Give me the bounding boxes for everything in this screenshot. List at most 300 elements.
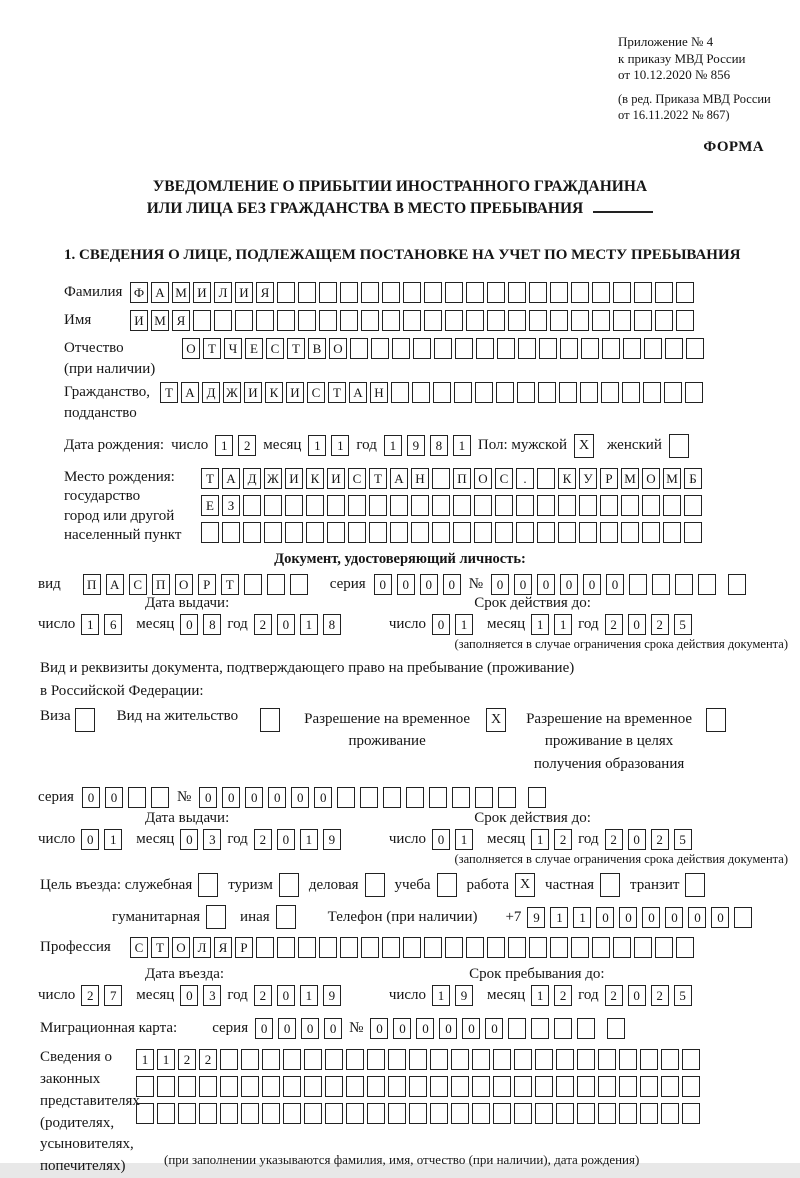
char-cell[interactable] [640, 1103, 658, 1124]
char-cell[interactable]: 1 [300, 985, 318, 1006]
char-cell[interactable]: Т [369, 468, 387, 489]
char-cell[interactable] [529, 282, 547, 303]
char-cell[interactable]: 0 [324, 1018, 342, 1039]
char-cell[interactable]: Е [201, 495, 219, 516]
char-cell[interactable]: 0 [560, 574, 578, 595]
char-cell[interactable] [445, 282, 463, 303]
char-cell[interactable] [472, 1076, 490, 1097]
char-cell[interactable]: Р [600, 468, 618, 489]
char-cell[interactable] [367, 1103, 385, 1124]
char-cell[interactable]: 8 [203, 614, 221, 635]
char-cell[interactable]: 0 [314, 787, 332, 808]
char-cell[interactable]: К [558, 468, 576, 489]
char-cell[interactable]: И [285, 468, 303, 489]
char-cell[interactable]: 9 [527, 907, 545, 928]
edu-permit-checkbox[interactable] [706, 708, 726, 732]
char-cell[interactable] [383, 787, 401, 808]
char-cell[interactable] [529, 310, 547, 331]
char-cell[interactable]: 1 [300, 829, 318, 850]
char-cell[interactable] [277, 282, 295, 303]
char-cell[interactable] [369, 522, 387, 543]
char-cell[interactable]: П [453, 468, 471, 489]
char-cell[interactable]: 2 [178, 1049, 196, 1070]
char-cell[interactable] [598, 1076, 616, 1097]
char-cell[interactable] [644, 338, 662, 359]
char-cell[interactable]: П [152, 574, 170, 595]
char-cell[interactable] [306, 495, 324, 516]
char-cell[interactable]: 0 [432, 614, 450, 635]
purpose-study-checkbox[interactable] [437, 873, 457, 897]
char-cell[interactable] [514, 1103, 532, 1124]
char-cell[interactable]: Б [684, 468, 702, 489]
char-cell[interactable]: 0 [688, 907, 706, 928]
char-cell[interactable]: 2 [238, 435, 256, 456]
char-cell[interactable]: С [348, 468, 366, 489]
char-cell[interactable] [537, 522, 555, 543]
char-cell[interactable]: К [306, 468, 324, 489]
char-cell[interactable] [661, 1049, 679, 1070]
residence-issue-year-boxes[interactable] [254, 829, 341, 850]
char-cell[interactable] [493, 1076, 511, 1097]
char-cell[interactable] [728, 574, 746, 595]
char-cell[interactable]: 2 [651, 614, 669, 635]
temp-permit-checkbox[interactable]: X [486, 708, 506, 732]
char-cell[interactable]: 0 [439, 1018, 457, 1039]
char-cell[interactable] [382, 937, 400, 958]
char-cell[interactable] [262, 1049, 280, 1070]
char-cell[interactable] [264, 495, 282, 516]
char-cell[interactable]: 1 [455, 829, 473, 850]
char-cell[interactable]: 0 [180, 829, 198, 850]
char-cell[interactable] [622, 382, 640, 403]
doc-valid-day-boxes[interactable] [432, 614, 473, 635]
char-cell[interactable] [264, 522, 282, 543]
char-cell[interactable]: 1 [531, 985, 549, 1006]
char-cell[interactable] [157, 1103, 175, 1124]
char-cell[interactable]: 2 [254, 614, 272, 635]
char-cell[interactable] [493, 1103, 511, 1124]
char-cell[interactable]: Д [243, 468, 261, 489]
char-cell[interactable] [220, 1049, 238, 1070]
char-cell[interactable]: 2 [605, 829, 623, 850]
char-cell[interactable] [514, 1049, 532, 1070]
representatives-boxes-row2[interactable] [136, 1076, 700, 1097]
char-cell[interactable]: И [327, 468, 345, 489]
purpose-business-checkbox[interactable] [365, 873, 385, 897]
char-cell[interactable] [325, 1049, 343, 1070]
char-cell[interactable] [455, 338, 473, 359]
char-cell[interactable]: 1 [455, 614, 473, 635]
char-cell[interactable]: 0 [82, 787, 100, 808]
char-cell[interactable] [392, 338, 410, 359]
char-cell[interactable] [262, 1076, 280, 1097]
char-cell[interactable] [367, 1076, 385, 1097]
char-cell[interactable]: 5 [674, 985, 692, 1006]
char-cell[interactable]: А [222, 468, 240, 489]
visa-checkbox[interactable] [75, 708, 95, 732]
char-cell[interactable]: К [265, 382, 283, 403]
char-cell[interactable] [601, 382, 619, 403]
char-cell[interactable]: 2 [651, 829, 669, 850]
char-cell[interactable] [623, 338, 641, 359]
char-cell[interactable] [487, 282, 505, 303]
char-cell[interactable]: Т [328, 382, 346, 403]
purpose-humanitarian-checkbox[interactable] [206, 905, 226, 929]
patronymic-boxes[interactable] [182, 338, 704, 359]
char-cell[interactable] [550, 310, 568, 331]
char-cell[interactable] [327, 495, 345, 516]
char-cell[interactable]: 1 [550, 907, 568, 928]
residence-issue-day-boxes[interactable] [81, 829, 122, 850]
char-cell[interactable] [432, 495, 450, 516]
char-cell[interactable]: 0 [619, 907, 637, 928]
char-cell[interactable] [243, 495, 261, 516]
char-cell[interactable]: О [329, 338, 347, 359]
char-cell[interactable]: 0 [301, 1018, 319, 1039]
birth-year-boxes[interactable] [384, 435, 471, 456]
name-boxes[interactable] [130, 310, 694, 331]
char-cell[interactable] [382, 282, 400, 303]
profession-boxes[interactable] [130, 937, 694, 958]
char-cell[interactable] [346, 1103, 364, 1124]
char-cell[interactable] [361, 937, 379, 958]
char-cell[interactable] [432, 468, 450, 489]
char-cell[interactable]: 0 [105, 787, 123, 808]
char-cell[interactable] [429, 787, 447, 808]
char-cell[interactable] [409, 1076, 427, 1097]
char-cell[interactable] [348, 522, 366, 543]
char-cell[interactable] [220, 1076, 238, 1097]
char-cell[interactable]: А [390, 468, 408, 489]
char-cell[interactable]: Ж [223, 382, 241, 403]
char-cell[interactable] [403, 937, 421, 958]
char-cell[interactable] [621, 522, 639, 543]
char-cell[interactable] [598, 1049, 616, 1070]
char-cell[interactable] [451, 1049, 469, 1070]
char-cell[interactable]: 1 [432, 985, 450, 1006]
char-cell[interactable] [579, 495, 597, 516]
char-cell[interactable] [676, 310, 694, 331]
char-cell[interactable]: Т [201, 468, 219, 489]
char-cell[interactable] [241, 1103, 259, 1124]
char-cell[interactable]: 0 [393, 1018, 411, 1039]
char-cell[interactable] [571, 282, 589, 303]
char-cell[interactable]: 0 [291, 787, 309, 808]
char-cell[interactable]: 0 [277, 829, 295, 850]
char-cell[interactable] [517, 382, 535, 403]
char-cell[interactable]: Д [202, 382, 220, 403]
char-cell[interactable]: 0 [277, 614, 295, 635]
char-cell[interactable] [244, 574, 262, 595]
char-cell[interactable] [497, 338, 515, 359]
mc-series-boxes[interactable] [255, 1018, 342, 1039]
char-cell[interactable] [592, 937, 610, 958]
char-cell[interactable] [235, 310, 253, 331]
char-cell[interactable]: 0 [278, 1018, 296, 1039]
char-cell[interactable]: 0 [199, 787, 217, 808]
purpose-work-checkbox[interactable]: X [515, 873, 535, 897]
birthplace-boxes-row2[interactable] [201, 495, 702, 516]
char-cell[interactable]: 1 [573, 907, 591, 928]
char-cell[interactable]: 2 [605, 985, 623, 1006]
char-cell[interactable] [556, 1103, 574, 1124]
char-cell[interactable] [388, 1076, 406, 1097]
char-cell[interactable]: С [307, 382, 325, 403]
char-cell[interactable]: 0 [268, 787, 286, 808]
char-cell[interactable] [600, 495, 618, 516]
char-cell[interactable] [304, 1076, 322, 1097]
char-cell[interactable] [283, 1103, 301, 1124]
birth-day-boxes[interactable] [215, 435, 256, 456]
char-cell[interactable] [613, 937, 631, 958]
char-cell[interactable] [346, 1049, 364, 1070]
char-cell[interactable] [222, 522, 240, 543]
char-cell[interactable] [529, 937, 547, 958]
char-cell[interactable]: 2 [605, 614, 623, 635]
purpose-tourism-checkbox[interactable] [279, 873, 299, 897]
char-cell[interactable] [466, 937, 484, 958]
char-cell[interactable]: 5 [674, 614, 692, 635]
char-cell[interactable] [151, 787, 169, 808]
char-cell[interactable] [474, 522, 492, 543]
char-cell[interactable] [409, 1103, 427, 1124]
char-cell[interactable]: 0 [537, 574, 555, 595]
char-cell[interactable] [508, 310, 526, 331]
char-cell[interactable]: 0 [628, 614, 646, 635]
char-cell[interactable] [277, 310, 295, 331]
char-cell[interactable] [528, 787, 546, 808]
char-cell[interactable]: 8 [323, 614, 341, 635]
char-cell[interactable] [518, 338, 536, 359]
char-cell[interactable] [128, 787, 146, 808]
char-cell[interactable] [472, 1103, 490, 1124]
char-cell[interactable]: Т [287, 338, 305, 359]
char-cell[interactable] [360, 787, 378, 808]
char-cell[interactable]: 2 [81, 985, 99, 1006]
char-cell[interactable] [241, 1049, 259, 1070]
char-cell[interactable]: И [193, 282, 211, 303]
char-cell[interactable] [661, 1076, 679, 1097]
char-cell[interactable] [550, 282, 568, 303]
char-cell[interactable] [676, 937, 694, 958]
char-cell[interactable] [571, 937, 589, 958]
char-cell[interactable]: 0 [370, 1018, 388, 1039]
char-cell[interactable] [535, 1076, 553, 1097]
char-cell[interactable]: 3 [203, 985, 221, 1006]
char-cell[interactable] [571, 310, 589, 331]
birthplace-boxes-row1[interactable] [201, 468, 702, 489]
char-cell[interactable] [516, 522, 534, 543]
char-cell[interactable] [277, 937, 295, 958]
char-cell[interactable] [475, 787, 493, 808]
char-cell[interactable]: Т [160, 382, 178, 403]
char-cell[interactable] [178, 1076, 196, 1097]
char-cell[interactable] [298, 310, 316, 331]
doc-number-boxes[interactable] [491, 574, 746, 595]
char-cell[interactable] [663, 522, 681, 543]
char-cell[interactable]: 0 [583, 574, 601, 595]
char-cell[interactable] [340, 282, 358, 303]
char-cell[interactable]: 0 [628, 829, 646, 850]
char-cell[interactable]: 2 [554, 829, 572, 850]
char-cell[interactable] [199, 1103, 217, 1124]
surname-boxes[interactable] [130, 282, 694, 303]
char-cell[interactable] [285, 495, 303, 516]
char-cell[interactable]: Л [214, 282, 232, 303]
char-cell[interactable]: 1 [531, 614, 549, 635]
char-cell[interactable] [430, 1049, 448, 1070]
char-cell[interactable] [487, 937, 505, 958]
char-cell[interactable] [655, 937, 673, 958]
stay-month-boxes[interactable] [531, 985, 572, 1006]
char-cell[interactable] [424, 937, 442, 958]
char-cell[interactable] [388, 1103, 406, 1124]
residence-number-boxes[interactable] [199, 787, 546, 808]
char-cell[interactable] [580, 382, 598, 403]
char-cell[interactable] [340, 310, 358, 331]
char-cell[interactable] [325, 1103, 343, 1124]
char-cell[interactable] [613, 310, 631, 331]
char-cell[interactable] [487, 310, 505, 331]
char-cell[interactable] [619, 1049, 637, 1070]
char-cell[interactable] [325, 1076, 343, 1097]
char-cell[interactable]: М [663, 468, 681, 489]
char-cell[interactable] [451, 1076, 469, 1097]
doc-issue-month-boxes[interactable] [180, 614, 221, 635]
char-cell[interactable] [640, 1049, 658, 1070]
char-cell[interactable]: 1 [157, 1049, 175, 1070]
char-cell[interactable]: Р [198, 574, 216, 595]
char-cell[interactable] [495, 495, 513, 516]
char-cell[interactable] [424, 310, 442, 331]
char-cell[interactable] [406, 787, 424, 808]
char-cell[interactable] [592, 310, 610, 331]
char-cell[interactable] [256, 310, 274, 331]
char-cell[interactable] [433, 382, 451, 403]
char-cell[interactable] [602, 338, 620, 359]
char-cell[interactable] [508, 937, 526, 958]
char-cell[interactable]: Т [151, 937, 169, 958]
char-cell[interactable]: Р [235, 937, 253, 958]
doc-series-boxes[interactable] [374, 574, 461, 595]
doc-kind-boxes[interactable] [83, 574, 308, 595]
char-cell[interactable] [640, 1076, 658, 1097]
doc-valid-month-boxes[interactable] [531, 614, 572, 635]
purpose-other-checkbox[interactable] [276, 905, 296, 929]
char-cell[interactable] [434, 338, 452, 359]
char-cell[interactable]: С [495, 468, 513, 489]
char-cell[interactable] [613, 282, 631, 303]
char-cell[interactable]: 6 [104, 614, 122, 635]
char-cell[interactable]: И [244, 382, 262, 403]
char-cell[interactable]: О [172, 937, 190, 958]
char-cell[interactable]: 8 [430, 435, 448, 456]
char-cell[interactable] [243, 522, 261, 543]
stay-day-boxes[interactable] [432, 985, 473, 1006]
char-cell[interactable] [367, 1049, 385, 1070]
char-cell[interactable] [619, 1103, 637, 1124]
representatives-boxes-row3[interactable] [136, 1103, 700, 1124]
char-cell[interactable] [531, 1018, 549, 1039]
stay-year-boxes[interactable] [605, 985, 692, 1006]
char-cell[interactable] [556, 1049, 574, 1070]
char-cell[interactable] [411, 495, 429, 516]
char-cell[interactable] [369, 495, 387, 516]
char-cell[interactable] [621, 495, 639, 516]
char-cell[interactable] [685, 382, 703, 403]
char-cell[interactable] [424, 282, 442, 303]
residence-valid-year-boxes[interactable] [605, 829, 692, 850]
char-cell[interactable] [412, 382, 430, 403]
char-cell[interactable] [577, 1018, 595, 1039]
char-cell[interactable]: А [106, 574, 124, 595]
char-cell[interactable]: 3 [203, 829, 221, 850]
char-cell[interactable]: 1 [531, 829, 549, 850]
char-cell[interactable]: 0 [255, 1018, 273, 1039]
char-cell[interactable] [350, 338, 368, 359]
char-cell[interactable] [535, 1049, 553, 1070]
char-cell[interactable] [445, 310, 463, 331]
char-cell[interactable] [508, 1018, 526, 1039]
char-cell[interactable]: 5 [674, 829, 692, 850]
char-cell[interactable]: 2 [554, 985, 572, 1006]
char-cell[interactable] [508, 282, 526, 303]
sex-female-checkbox[interactable] [669, 434, 689, 458]
sex-male-checkbox[interactable]: X [574, 434, 594, 458]
char-cell[interactable]: 1 [453, 435, 471, 456]
char-cell[interactable] [537, 468, 555, 489]
doc-issue-year-boxes[interactable] [254, 614, 341, 635]
char-cell[interactable]: Н [370, 382, 388, 403]
char-cell[interactable] [538, 382, 556, 403]
entry-day-boxes[interactable] [81, 985, 122, 1006]
char-cell[interactable] [285, 522, 303, 543]
char-cell[interactable] [283, 1076, 301, 1097]
char-cell[interactable]: П [83, 574, 101, 595]
char-cell[interactable]: 1 [81, 614, 99, 635]
char-cell[interactable] [283, 1049, 301, 1070]
char-cell[interactable] [411, 522, 429, 543]
char-cell[interactable]: И [130, 310, 148, 331]
char-cell[interactable] [452, 787, 470, 808]
char-cell[interactable]: С [266, 338, 284, 359]
char-cell[interactable] [661, 1103, 679, 1124]
char-cell[interactable] [298, 937, 316, 958]
char-cell[interactable] [430, 1076, 448, 1097]
char-cell[interactable]: 0 [432, 829, 450, 850]
residence-series-boxes[interactable] [82, 787, 169, 808]
char-cell[interactable]: 1 [554, 614, 572, 635]
char-cell[interactable]: 0 [514, 574, 532, 595]
char-cell[interactable] [472, 1049, 490, 1070]
char-cell[interactable] [157, 1076, 175, 1097]
char-cell[interactable] [327, 522, 345, 543]
char-cell[interactable] [559, 382, 577, 403]
char-cell[interactable] [682, 1076, 700, 1097]
residence-issue-month-boxes[interactable] [180, 829, 221, 850]
char-cell[interactable]: 0 [628, 985, 646, 1006]
entry-month-boxes[interactable] [180, 985, 221, 1006]
char-cell[interactable] [514, 1076, 532, 1097]
doc-issue-day-boxes[interactable] [81, 614, 122, 635]
char-cell[interactable] [493, 1049, 511, 1070]
char-cell[interactable] [214, 310, 232, 331]
char-cell[interactable]: 0 [277, 985, 295, 1006]
char-cell[interactable] [193, 310, 211, 331]
char-cell[interactable] [664, 382, 682, 403]
char-cell[interactable] [451, 1103, 469, 1124]
char-cell[interactable] [403, 310, 421, 331]
